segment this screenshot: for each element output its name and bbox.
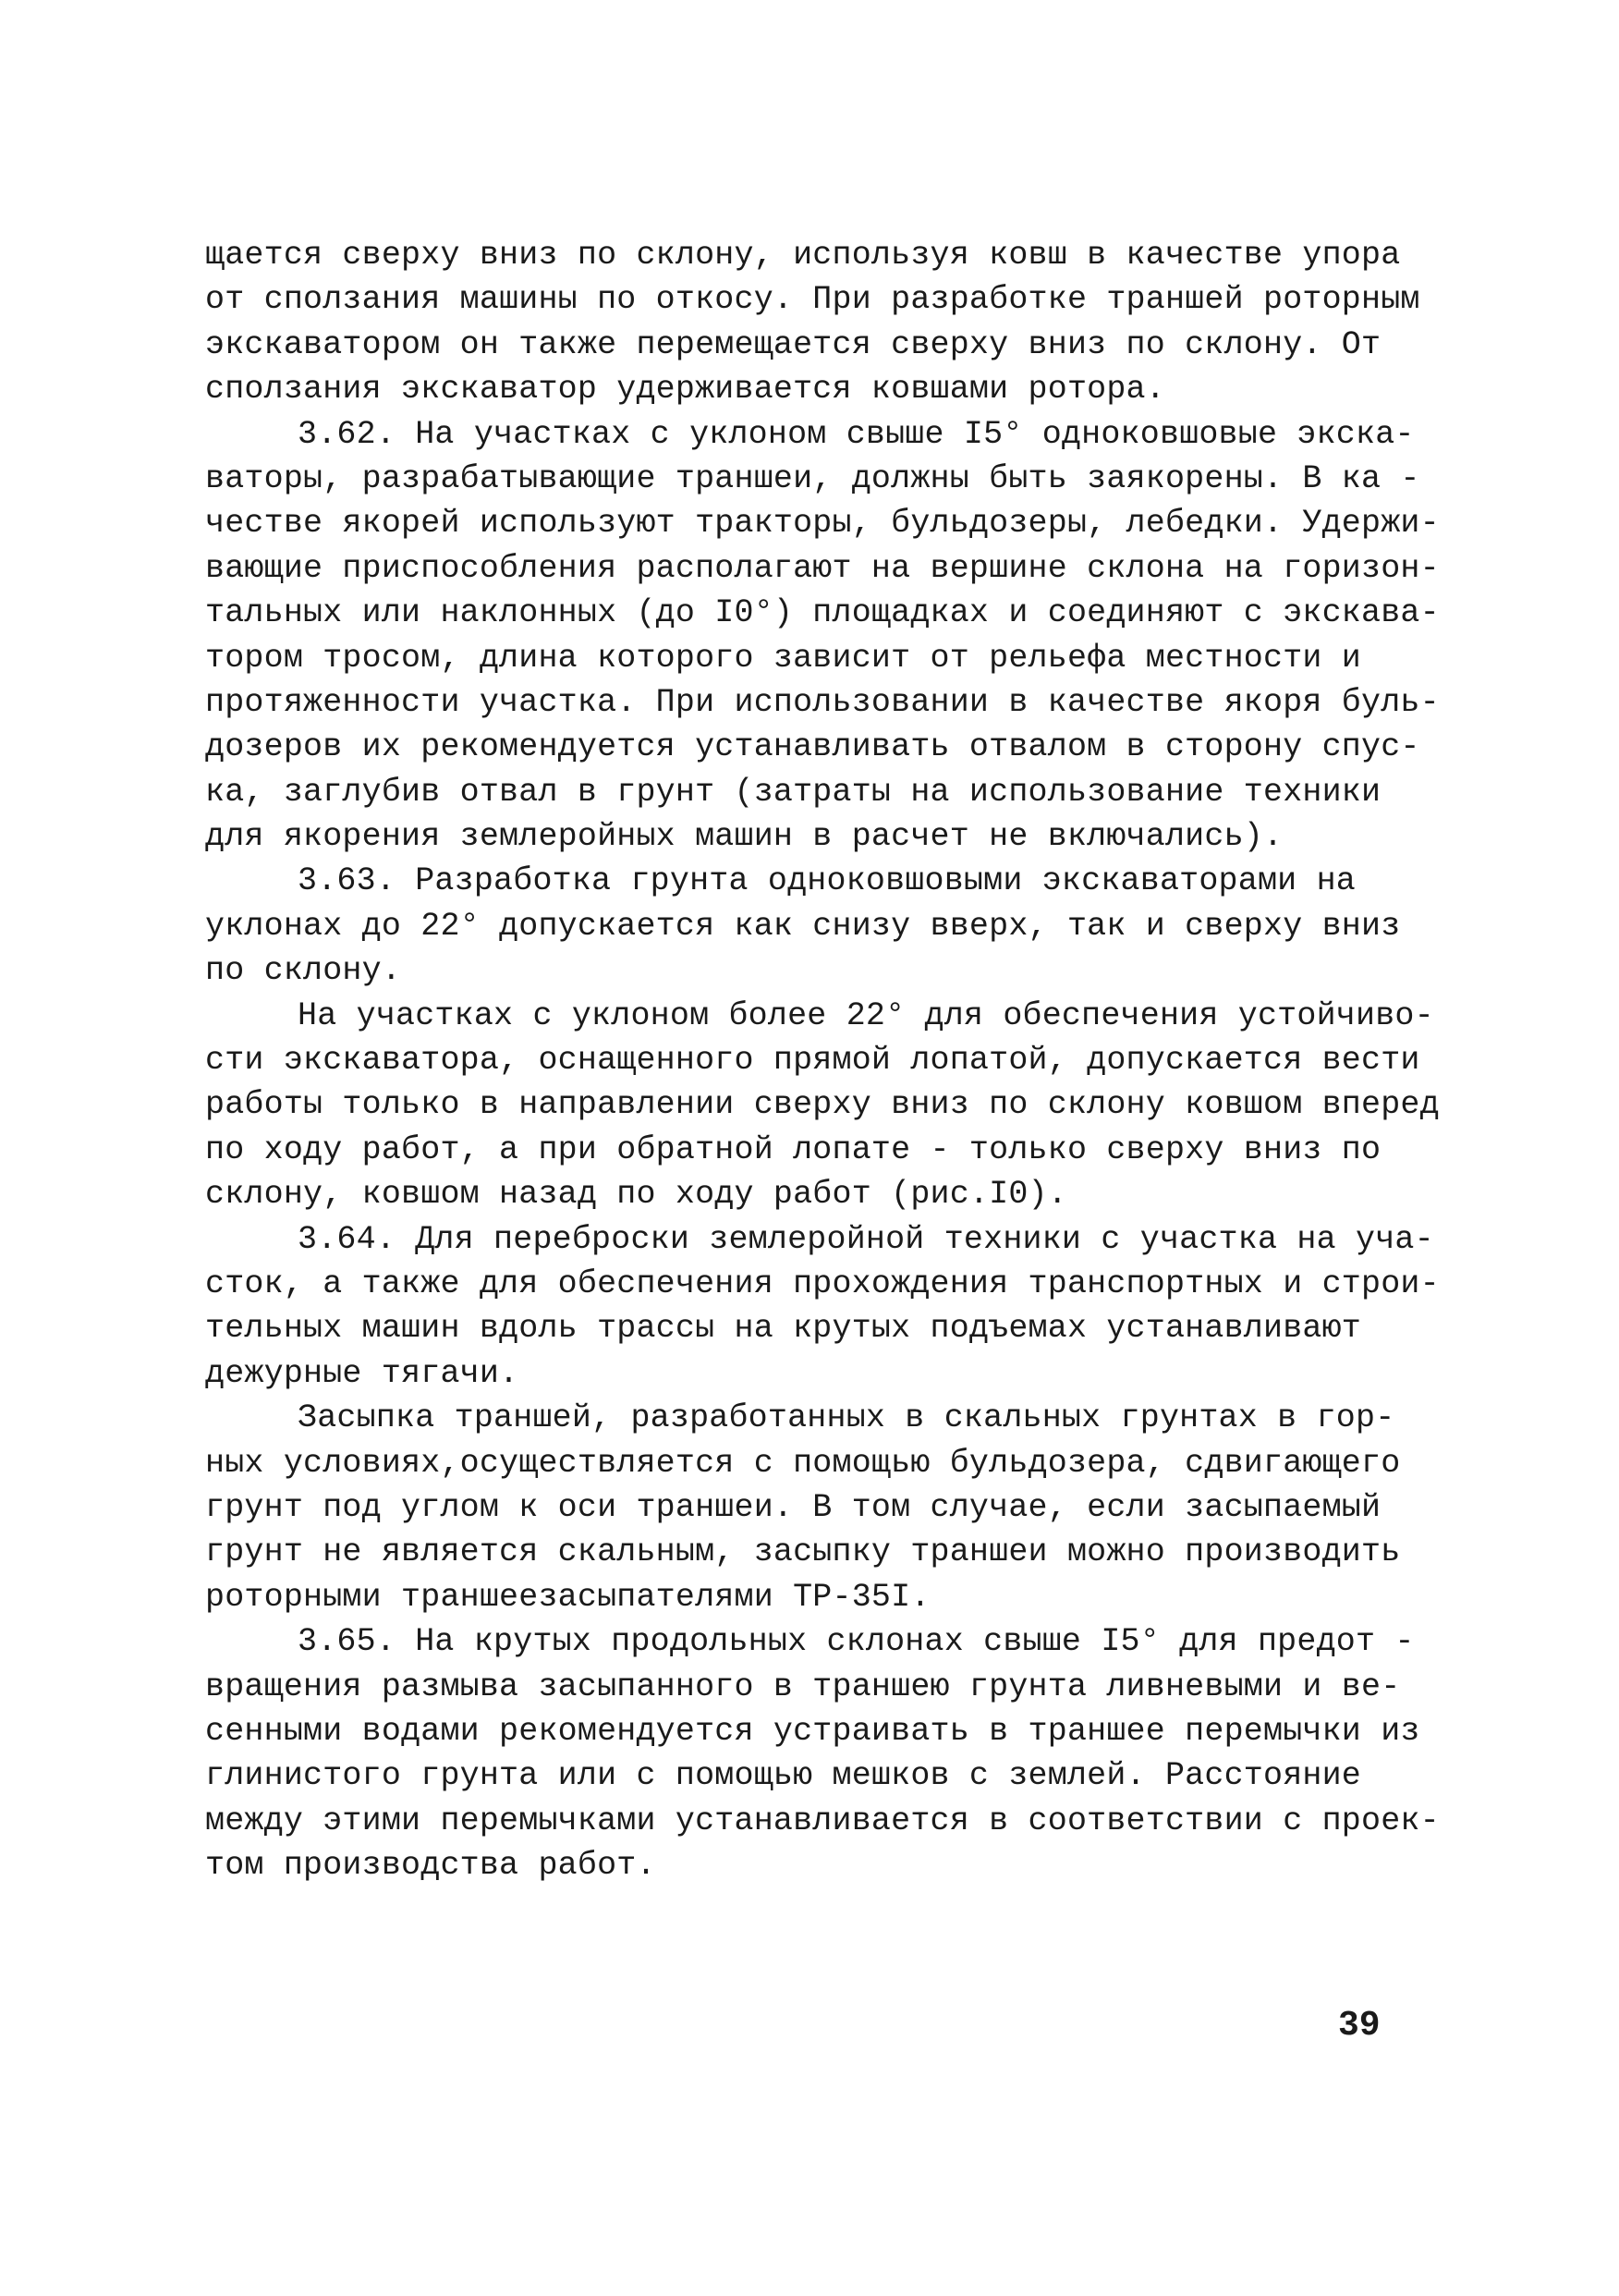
text-line: сти экскаватора, оснащенного прямой лопатой, допускается вести	[205, 1042, 1420, 1080]
text-line: ных условиях,осуществляется с помощью бульдозера, сдвигающего	[205, 1444, 1401, 1482]
paragraph-start-line: На участках с уклоном более 22° для обеспечения устойчиво-	[298, 996, 1434, 1034]
text-line: грунт не является скальным, засыпку траншеи можно производить	[205, 1533, 1401, 1571]
text-line: работы только в направлении сверху вниз по склону ковшом вперед	[205, 1086, 1440, 1124]
text-line: по ходу работ, а при обратной лопате - только сверху вниз по	[205, 1130, 1382, 1168]
text-line: между этими перемычками устанавливается в соответствии с проек-	[205, 1801, 1440, 1839]
text-line: по склону.	[205, 952, 402, 990]
paragraph-start-line: 3.63. Разработка грунта одноковшовыми экскаваторами на	[298, 862, 1356, 900]
text-line: том производства работ.	[205, 1847, 656, 1885]
text-line: экскаватором он также перемещается сверху вниз по склону. От	[205, 325, 1382, 363]
text-line: роторными траншеезасыпателями ТР-35I.	[205, 1578, 931, 1616]
text-line: тором тросом, длина которого зависит от рельефа местности и	[205, 639, 1362, 677]
body-text	[205, 233, 1440, 1887]
text-line: глинистого грунта или с помощью мешков с землей. Расстояние	[205, 1757, 1362, 1795]
text-line: вращения размыва засыпанного в траншею грунта ливневыми и ве-	[205, 1667, 1401, 1705]
text-line: грунт под углом к оси траншеи. В том случае, если засыпаемый	[205, 1488, 1382, 1526]
text-line: вающие приспособления располагают на вершине склона на горизон-	[205, 549, 1440, 587]
text-line: сток, а также для обеспечения прохождения транспортных и строи-	[205, 1264, 1440, 1302]
text-line: сенными водами рекомендуется устраивать в траншее перемычки из	[205, 1712, 1420, 1750]
paragraph-start-line: 3.62. На участках с уклоном свыше I5° одноковшовые экска-	[298, 415, 1415, 453]
text-line: сползания экскаватор удерживается ковшами ротора.	[205, 371, 1165, 409]
paragraph-start-line: Засыпка траншей, разработанных в скальных грунтах в гор-	[298, 1399, 1395, 1437]
text-line: дозеров их рекомендуется устанавливать отвалом в сторону спус-	[205, 728, 1420, 766]
page-number: 39	[1338, 2006, 1381, 2046]
text-line: щается сверху вниз по склону, используя ковш в качестве упора	[205, 237, 1401, 274]
text-line: для якорения землеройных машин в расчет не включались).	[205, 818, 1284, 856]
paragraph-start-line: 3.65. На крутых продольных склонах свыше I5° для предот -	[298, 1623, 1415, 1661]
text-line: уклонах до 22° допускается как снизу вверх, так и сверху вниз	[205, 907, 1401, 945]
text-line: честве якорей используют тракторы, бульдозеры, лебедки. Удержи-	[205, 505, 1440, 543]
text-line: дежурные тягачи.	[205, 1354, 519, 1392]
text-line: тальных или наклонных (до I0°) площадках и соединяют с экскава-	[205, 594, 1440, 632]
text-line: от сползания машины по откосу. При разработке траншей роторным	[205, 281, 1420, 319]
text-line: ваторы, разрабатывающие траншеи, должны быть заякорены. В ка -	[205, 459, 1420, 497]
text-line: тельных машин вдоль трассы на крутых подъемах устанавливают	[205, 1310, 1362, 1348]
text-line: протяженности участка. При использовании в качестве якоря буль-	[205, 683, 1440, 721]
text-line: склону, ковшом назад по ходу работ (рис.I0).	[205, 1176, 1067, 1214]
text-line: ка, заглубив отвал в грунт (затраты на использование техники	[205, 773, 1382, 811]
paragraph-start-line: 3.64. Для переброски землеройной техники с участка на уча-	[298, 1220, 1434, 1258]
